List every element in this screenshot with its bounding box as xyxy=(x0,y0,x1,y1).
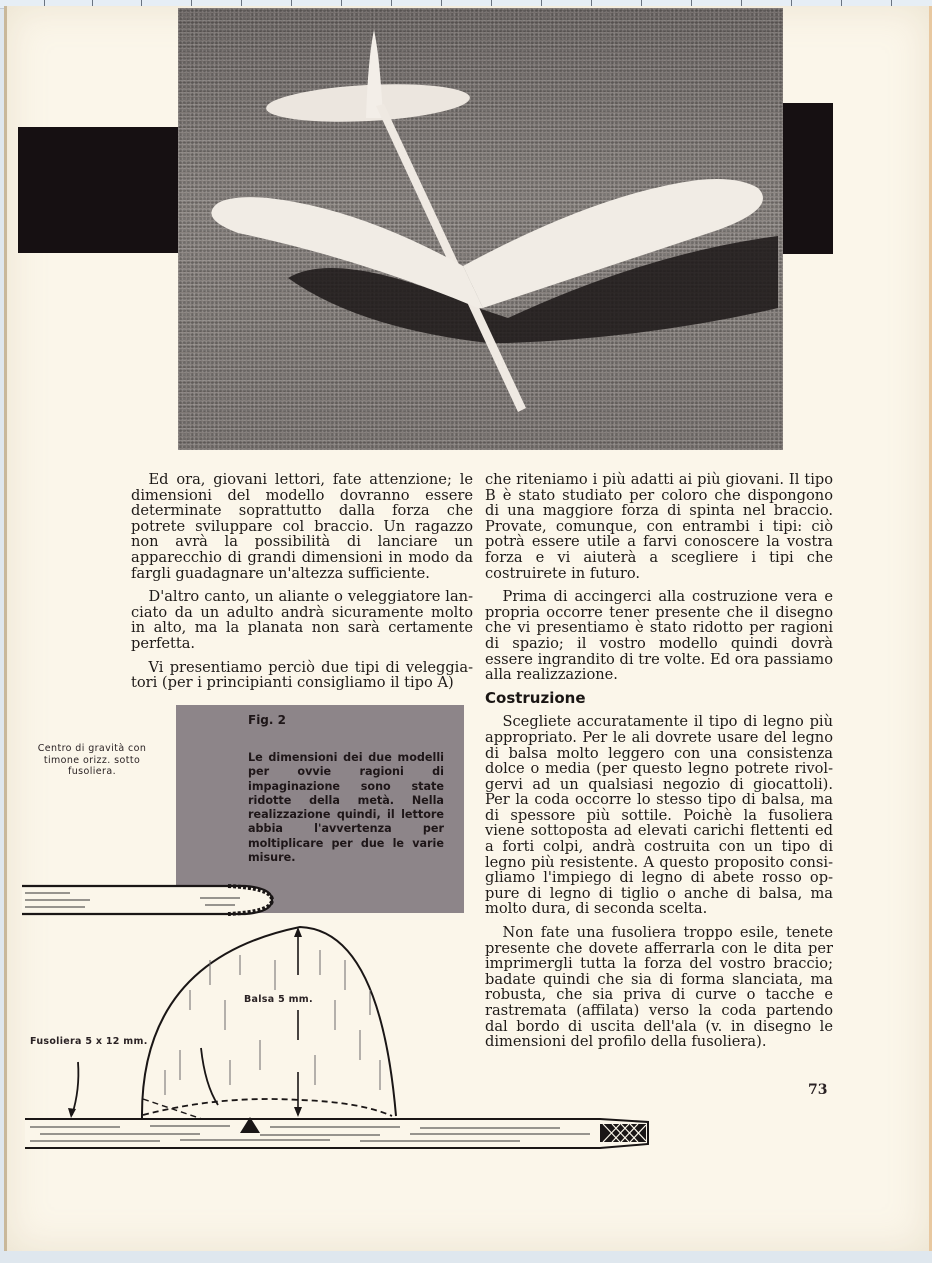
paragraph: che riteniamo i più adatti ai più giovani. Il tipo B è stato studiato per coloro che dispongono di una maggiore forza di spinta nel braccio. Provate, comunque, con entrambi i tipi: ciò potrà essere utile a farvi conoscere la vostra forza e vi aiuterà a scegliere i tipi che costruirete in futuro. xyxy=(485,471,833,582)
paragraph: Vi presentiamo perciò due tipi di veleggiatori (per i principianti consigliamo il tipo A) xyxy=(131,658,473,692)
paragraph: Ed ora, giovani lettori, fate attenzione; le dimensioni del modello dovranno essere determinate soprattutto dalla forza che potrete sviluppare col braccio. Un ragazzo non avrà la possibilità di lanciare un apparecchio di grandi dimensioni in modo da fargli guadagnare un'altezza sufficiente. xyxy=(131,471,473,582)
fuselage-nose-drawing xyxy=(22,886,272,914)
paragraph: D'altro canto, un aliante o veleggiatore lanciato da un adulto andrà sicuramente molto in alto, ma la planata non sarà certamente perfetta. xyxy=(131,588,473,652)
figure-title: Fig. 2 xyxy=(248,713,286,727)
paragraph: Prima di accingerci alla costruzione vera e propria occorre tener presente che il disegno che vi presentiamo è stato ridotto per ragioni di spazio; il vostro modello quindi dovrà essere ingrandito di tre volte. Ed ora passiamo alla realizzazione. xyxy=(485,588,833,684)
fuselage-size-label: Fusoliera 5 x 12 mm. xyxy=(30,1036,148,1047)
paragraph: Non fate una fusoliera troppo esile, tenete presente che dovete afferrarla con le dita per imprimergli tutta la forza del vostro braccio; badate quindi che sia di forma slanciata, ma robusta, che sia priva di curve o tacche e rastremata (affilata) verso la coda partendo dal bordo di uscita dell'ala (v. in disegno le dimensioni del profilo della fusoliera). xyxy=(485,924,833,1051)
paragraph: Scegliete accuratamente il tipo di legno più appropriato. Per le ali dovrete usare del legno di balsa molto leggero con una consistenza dolce o media (per questo legno potrete rivolgervi ad un qualsiasi negozio di giocattoli). Per la coda occorre lo stesso tipo di balsa, ma di spessore più sottile. Poichè la fusoliera viene sottoposta ad elevati carichi flettenti ed a forti colpi, andrà costruita con un tipo di legno più resistente. A questo proposito consigliamo l'impiego di legno di abete rosso oppure di legno di tiglio o anche di balsa, ma molto dura, di seconda scelta. xyxy=(485,713,833,918)
fuselage-drawing xyxy=(25,1062,648,1148)
section-heading: Costruzione xyxy=(485,688,586,707)
figure-caption: Le dimensioni dei due modelli per ovvie ragioni di impaginazione sono state ridotte della metà. Nella realizzazione quindi, il lettore abbia l'avvertenza per moltiplicare per due le varie misure. xyxy=(248,751,444,865)
page-number: 73 xyxy=(808,1082,828,1098)
tail-fin-drawing xyxy=(142,927,396,1120)
balsa-thickness-label: Balsa 5 mm. xyxy=(244,994,313,1005)
center-of-gravity-note: Centro di gravità con timone orizz. sotto fusoliera. xyxy=(37,743,147,777)
